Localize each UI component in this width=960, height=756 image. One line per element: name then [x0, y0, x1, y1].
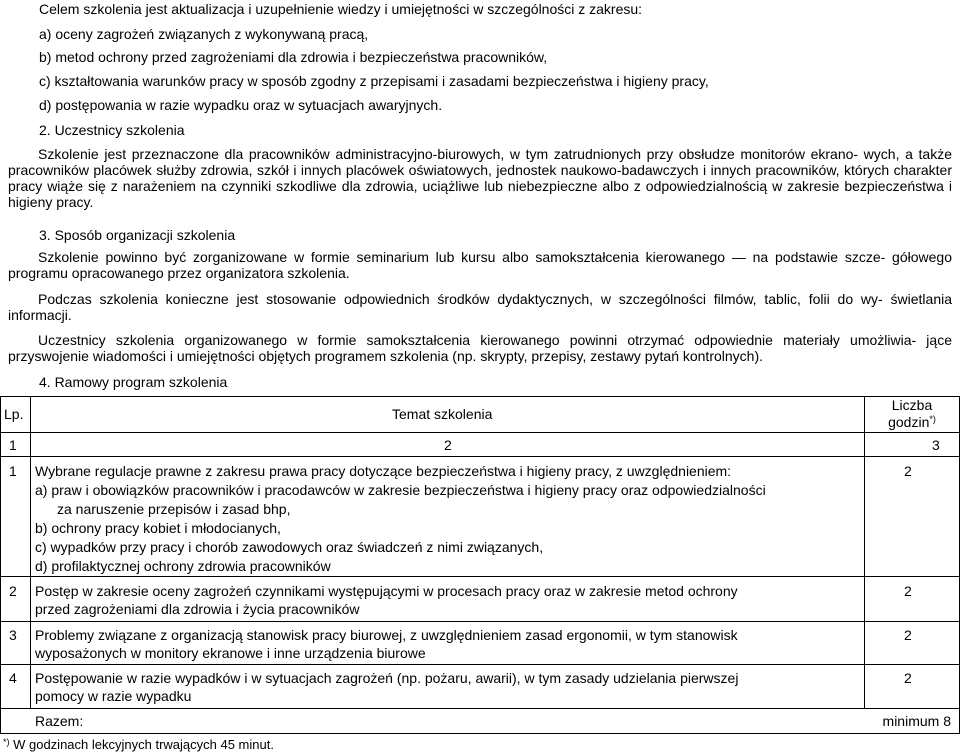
numbering-col-1: 1 — [9, 437, 17, 453]
row-2-lp: 2 — [9, 583, 17, 599]
numbering-col-3: 3 — [932, 437, 940, 453]
header-hours-line2: godzin*) — [888, 414, 936, 430]
total-label: Razem: — [35, 713, 84, 729]
row-4-line-1: Postępowanie w razie wypadków i w sytuacjach zagrożeń (np. pożaru, awarii), w tym zasady udzielania pierwszej — [35, 670, 739, 686]
row-3-line-2: wyposażonych w monitory ekranowe i inne urządzenia biurowe — [35, 645, 426, 661]
row-1-line-2: a) praw i obowiązków pracowników i pracodawców w zakresie bezpieczeństwa i higieny pracy oraz odpowiedzialności — [35, 482, 766, 498]
row-1-line-4: b) ochrony pracy kobiet i młodocianych, — [35, 520, 281, 536]
row-1-line-6: d) profilaktycznej ochrony zdrowia pracowników — [35, 558, 331, 574]
row-4-line-2: pomocy w razie wypadku — [35, 688, 192, 704]
header-topic: Temat szkolenia — [392, 406, 493, 422]
total-value: minimum 8 — [882, 713, 951, 729]
intro-item-b: b) metod ochrony przed zagrożeniami dla zdrowia i bezpieczeństwa pracowników, — [39, 49, 548, 65]
row-1-lp: 1 — [9, 463, 17, 479]
intro-item-d: d) postępowania w razie wypadku oraz w sytuacjach awaryjnych. — [39, 97, 443, 113]
row-1-line-3: za naruszenie przepisów i zasad bhp, — [57, 501, 291, 517]
row-2-hours: 2 — [904, 583, 912, 599]
section-3-heading: 3. Sposób organizacji szkolenia — [39, 227, 236, 243]
row-4-hours: 2 — [904, 670, 912, 686]
row-3-line-1: Problemy związane z organizacją stanowisk pracy biurowej, z uwzględnieniem zasad ergonomii, w tym stanowisk — [35, 627, 738, 643]
header-hours-line1: Liczba — [891, 397, 933, 413]
section-2-paragraph: Szkolenie jest przeznaczone dla pracowników administracyjno-biurowych, w tym zatrudnionych przy obsłudze monitorów ekrano- wych, a także pracowników placówek służby zdrowia, szkół i innych placówek oświatowych, jednostek naukowo-badawczych i innych pracowników, których charakter pracy wiąże się z narażeniem na czynniki szkodliwe dla zdrowia, uciążliwe lub niebezpieczne albo z odpowiedzialnością w zakresie bezpieczeństwa i higieny pracy. — [8, 146, 952, 210]
footnote: *) W godzinach lekcyjnych trwających 45 minut. — [3, 737, 274, 752]
intro-item-c: c) kształtowania warunków pracy w sposób zgodny z przepisami i zasadami bezpieczeństwa i higieny pracy, — [39, 73, 709, 89]
row-1-hours: 2 — [904, 463, 912, 479]
row-2-line-2: przed zagrożeniami dla zdrowia i życia pracowników — [35, 601, 360, 617]
row-1-line-1: Wybrane regulacje prawne z zakresu prawa pracy dotyczące bezpieczeństwa i higieny pracy, z uwzględnieniem: — [35, 463, 732, 479]
section-3-paragraph-2: Podczas szkolenia konieczne jest stosowanie odpowiednich środków dydaktycznych, w szczególności filmów, tablic, folii do wy- świetlania informacji. — [8, 291, 952, 323]
section-3-paragraph-3: Uczestnicy szkolenia organizowanego w formie samokształcenia kierowanego powinni otrzymać odpowiednie materiały umożliwia- jące przyswojenie wiadomości i umiejętności objętych programem szkolenia (np. skrypty, przepisy, zestawy pytań kontrolnych). — [8, 332, 952, 364]
row-2-line-1: Postęp w zakresie oceny zagrożeń czynnikami występującymi w procesach pracy oraz w zakresie metod ochrony — [35, 583, 738, 599]
header-lp: Lp. — [4, 406, 24, 422]
section-3-paragraph-1: Szkolenie powinno być zorganizowane w formie seminarium lub kursu albo samokształcenia kierowanego — na podstawie szcze- gółowego programu opracowanego przez organizatora szkolenia. — [8, 249, 952, 281]
row-1-line-5: c) wypadków przy pracy i chorób zawodowych oraz świadczeń z nimi związanych, — [35, 539, 544, 555]
section-2-heading: 2. Uczestnicy szkolenia — [39, 122, 185, 138]
section-4-heading: 4. Ramowy program szkolenia — [39, 374, 228, 390]
intro-lead: Celem szkolenia jest aktualizacja i uzupełnienie wiedzy i umiejętności w szczególności z zakresu: — [39, 1, 643, 17]
intro-item-a: a) oceny zagrożeń związanych z wykonywaną pracą, — [39, 26, 369, 42]
row-3-hours: 2 — [904, 627, 912, 643]
row-4-lp: 4 — [9, 670, 17, 686]
numbering-col-2: 2 — [444, 437, 452, 453]
row-3-lp: 3 — [9, 627, 17, 643]
